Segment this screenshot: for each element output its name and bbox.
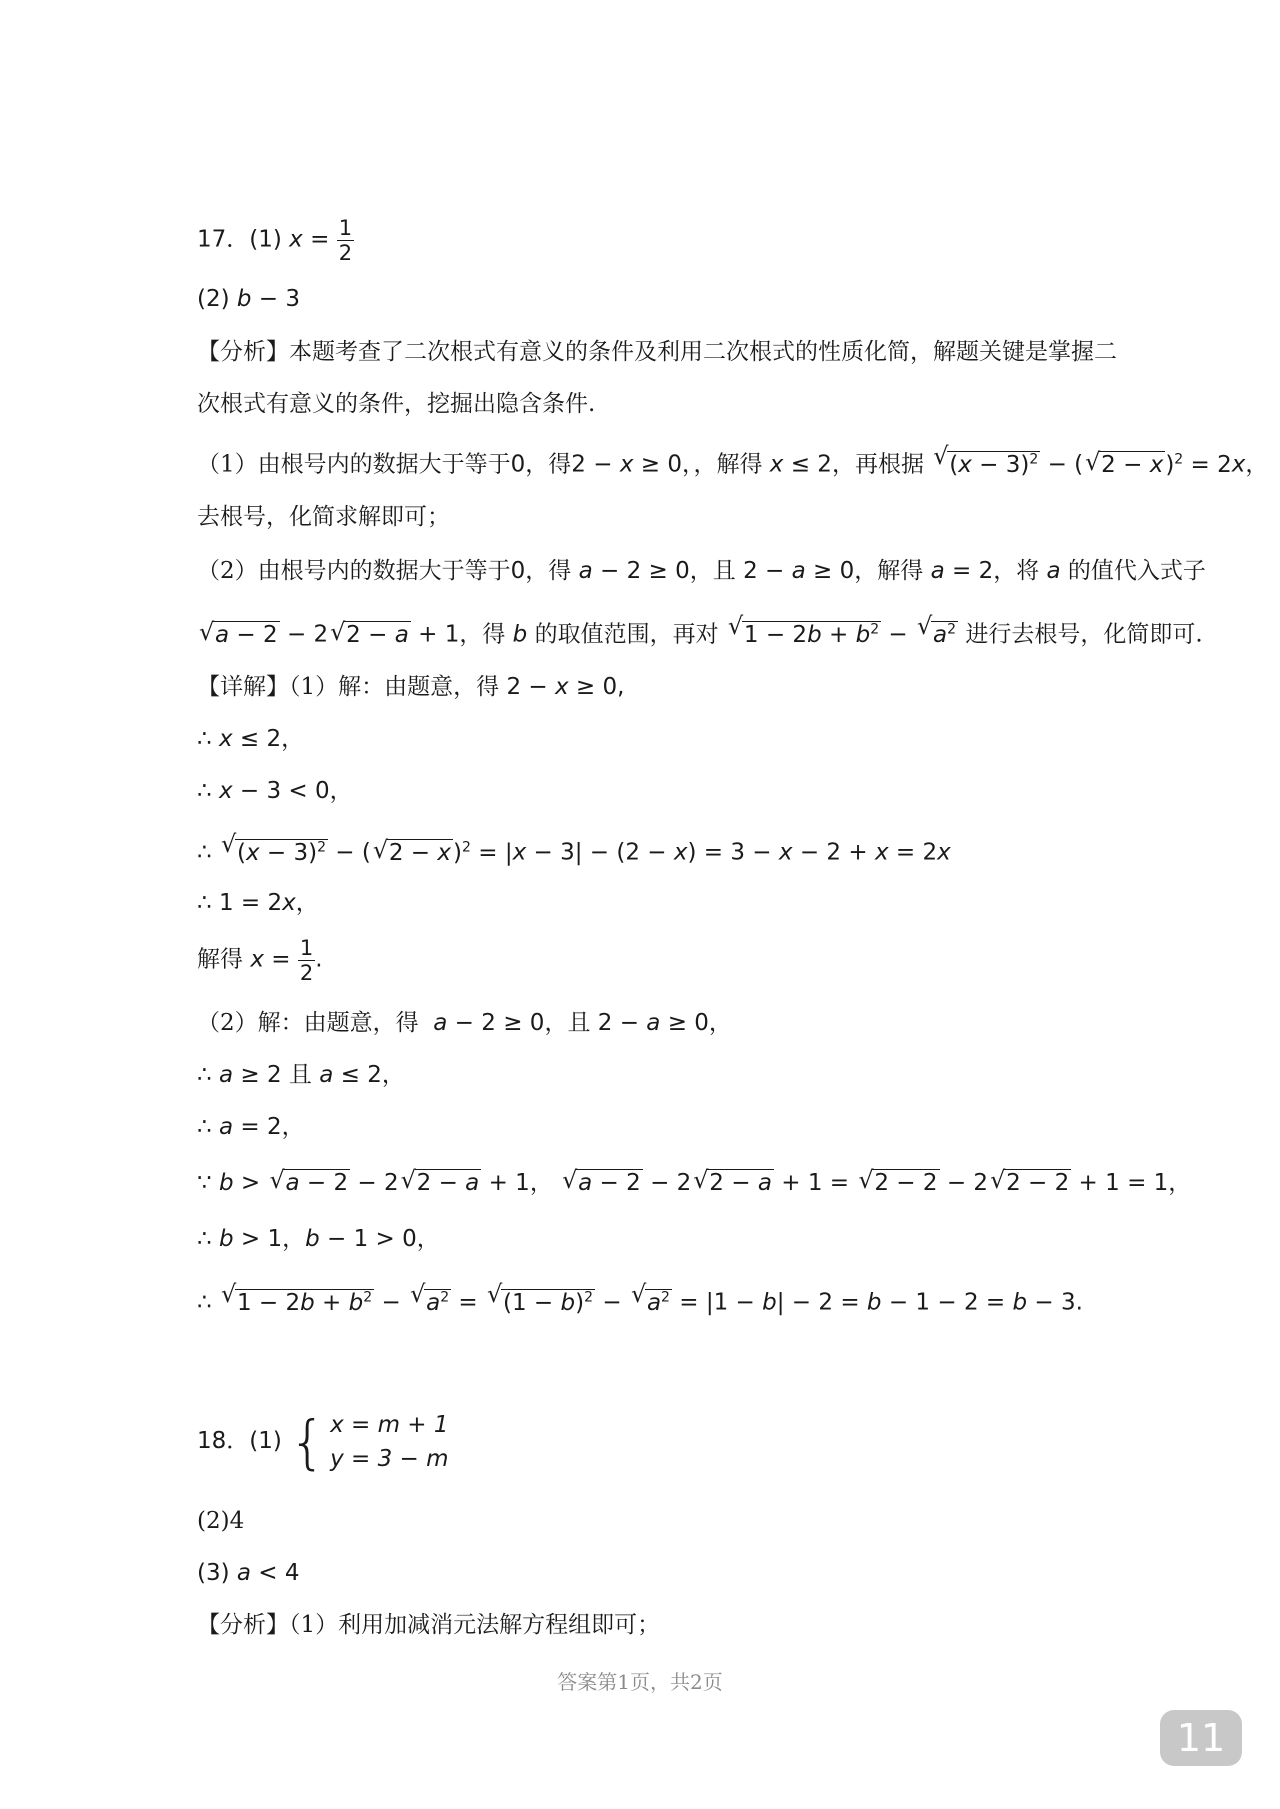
q17-final-simplify: ∴ √ $1 - 2b + b^2$ − √ $a^2$ = √ $(1 - b)^2$ − √ $a^2 = |1 - b| - 2 = b - 1 - 2 = b - 3$. (197, 1282, 1083, 1318)
q17-part2-start: （2）解：由题意，得 a − 2 ≥ 0，且 2 − a ≥ 0， (197, 1010, 732, 1036)
q17-analysis-line1: 【分析】本题考查了二次根式有意义的条件及利用二次根式的性质化简，解题关键是掌握二 (197, 339, 1117, 365)
equation-system: { x = m + 1 y = 3 − m (289, 1408, 449, 1476)
q17-analysis-part1-cont: 去根号，化简求解即可； (197, 504, 450, 530)
q17-step-a-eq-2: ∴ a = 2， (197, 1114, 305, 1140)
q17-step-x-le-2: ∴ x ≤ 2， (197, 726, 305, 752)
q17-step-x-minus-3: ∴ x − 3 < 0， (197, 778, 353, 804)
q17-step-a-range: ∴ a ≥ 2 且 a ≤ 2， (197, 1062, 405, 1088)
q17-detail-start: 【详解】（1）解：由题意，得 2 − x ≥ 0, (197, 674, 625, 700)
page-number-badge[interactable]: 11 (1160, 1710, 1242, 1766)
q17-step-b-bound: ∵ b > √ a − 2 − 2√ 2 − a + 1， √ a − 2 − 2√ 2 − a + 1 = √ 2 − 2 − 2√ 2 − 2 + 1 = 1， (197, 1168, 1191, 1198)
q18-answer-3: (3) a < 4 (197, 1560, 300, 1586)
q17-analysis-part2-cont: √ a − 2 − 2√ 2 − a + 1，得 b 的取值范围，再对 √ $1 - 2b + b^2$ − √ $a^2$ 进行去根号，化简即可. (197, 614, 1203, 650)
q17-analysis-part2: （2）由根号内的数据大于等于0，得 a − 2 ≥ 0，且 2 − a ≥ 0，解得 a = 2，将 a 的值代入式子 (197, 558, 1206, 584)
q17-answer-2: (2) b − 3 (197, 286, 301, 312)
q17-step-1-eq-2x: ∴ 1 = 2x， (197, 890, 319, 916)
q18-answer-2: (2)4 (197, 1508, 245, 1534)
page-footer: 答案第1页，共2页 (557, 1670, 723, 1694)
q18-analysis: 【分析】（1）利用加减消元法解方程组即可； (197, 1612, 661, 1638)
q17-answer-1: 17．(1) x = $\frac{1}{2}$ (197, 216, 353, 265)
q17-analysis-line2: 次根式有意义的条件，挖掘出隐含条件. (197, 391, 596, 417)
q17-analysis-part1: （1）由根号内的数据大于等于0，得2 − x ≥ 0，，解得 x ≤ 2，再根据 √ $(x - 3)^2$ − (√ 2 − x)$^2$ = 2x， (197, 444, 1268, 480)
q17-step-simplify: ∴ √ $(x - 3)^2$ − (√ 2 − x)$^2$ = |x − 3| − (2 − x) = 3 − x − 2 + x = 2x (197, 832, 951, 868)
q17-step-solve-x: 解得 x = $\frac{1}{2}$ . (197, 936, 323, 985)
q18-answer-1: 18．(1) { x = m + 1 y = 3 − m (197, 1408, 449, 1476)
q17-step-b-gt-1: ∴ b > 1，b − 1 > 0， (197, 1226, 440, 1252)
